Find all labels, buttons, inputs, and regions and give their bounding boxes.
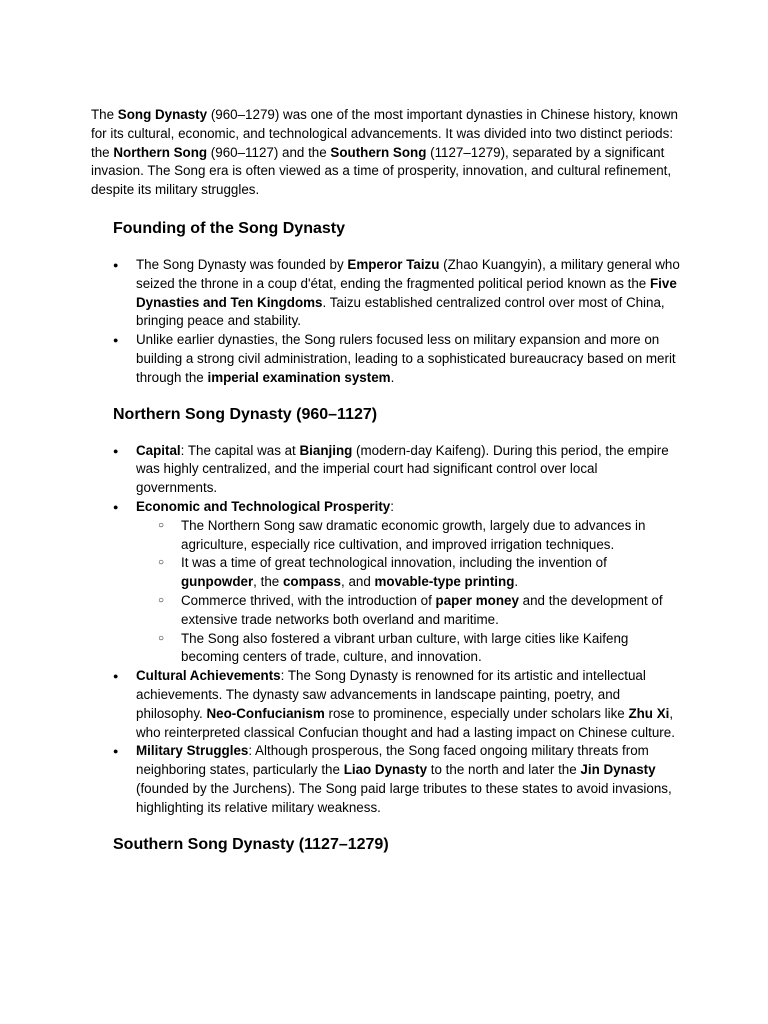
text: , and xyxy=(341,574,375,590)
sublist-item xyxy=(181,517,680,555)
founding-list xyxy=(91,256,680,388)
text: The xyxy=(91,107,118,122)
bold-term: Southern Song xyxy=(330,144,427,160)
text: (1127–1279), separated by a significant invasion. The Song era is often viewed as a time of prosperity, innovation, and cultural refinement, despite its military struggles. xyxy=(91,144,672,198)
text: rose to prominence, especially under scholars like xyxy=(324,705,629,721)
text: (Zhao Kuangyin), a military general who seized the throne in a coup d'état, ending the fragmented political period known as the xyxy=(136,256,680,291)
bold-term: Emperor Taizu xyxy=(347,256,440,272)
bold-term: Cultural Achievements xyxy=(136,668,281,684)
bold-term: gunpowder xyxy=(181,574,254,590)
bold-term: Northern Song xyxy=(113,144,208,160)
text: (960–1127) and the xyxy=(207,144,331,160)
text: The Song also fostered a vibrant urban culture, with large cities like Kaifeng becoming centers of trade, culture, and innovation. xyxy=(181,630,629,665)
bold-term: Neo-Confucianism xyxy=(206,705,325,721)
text: , who reinterpreted classical Confucian thought and had a lasting impact on Chinese culture. xyxy=(136,705,675,740)
list-item xyxy=(136,667,680,742)
bold-term: compass xyxy=(282,574,341,590)
text: (modern-day Kaifeng). During this period, the empire was highly centralized, and the imperial court had significant control over local governments. xyxy=(136,442,669,496)
economic-sublist xyxy=(136,517,680,667)
bold-term: Jin Dynasty xyxy=(580,762,656,778)
text: to the north and later the xyxy=(427,762,581,778)
text: . xyxy=(514,574,519,590)
text: (founded by the Jurchens). The Song paid large tributes to these states to avoid invasions, highlighting its relative military weakness. xyxy=(136,780,672,815)
bold-term: movable-type printing xyxy=(374,574,515,590)
list-item xyxy=(136,256,680,331)
bold-term: Bianjing xyxy=(299,442,353,458)
bold-term: Liao Dynasty xyxy=(343,762,428,778)
sublist-item xyxy=(181,592,680,630)
text: . Taizu established centralized control over most of China, bringing peace and stability. xyxy=(136,294,665,329)
list-item xyxy=(136,498,680,667)
section-heading-northern: Northern Song Dynasty (960–1127) xyxy=(113,405,378,423)
bold-term: Military Struggles xyxy=(136,743,249,759)
bold-term: Song Dynasty xyxy=(117,107,208,122)
text: , the xyxy=(253,574,283,590)
text: Unlike earlier dynasties, the Song rulers focused less on military expansion and more on building a strong civil administration, leading to a sophisticated bureaucracy based on merit through the xyxy=(136,332,676,385)
sublist-item xyxy=(181,554,680,592)
intro-paragraph xyxy=(91,106,680,200)
bold-term: Capital xyxy=(136,442,181,458)
bold-term: Five Dynasties and Ten Kingdoms xyxy=(136,275,677,310)
text: It was a time of great technological innovation, including the invention of xyxy=(181,555,607,571)
list-item xyxy=(136,442,680,498)
northern-list xyxy=(91,442,680,818)
text: Commerce thrived, with the introduction of xyxy=(181,592,436,608)
section-heading-founding: Founding of the Song Dynasty xyxy=(113,219,345,237)
list-item xyxy=(136,331,680,387)
text: : The capital was at xyxy=(180,442,300,458)
bold-term: imperial examination system xyxy=(207,369,391,385)
bold-term: Zhu Xi xyxy=(628,705,670,721)
bold-term: paper money xyxy=(435,592,519,608)
sublist-item xyxy=(181,630,680,668)
bold-term: Economic and Technological Prosperity xyxy=(136,498,391,514)
text: : Although prosperous, the Song faced ongoing military threats from neighboring states, particularly the xyxy=(136,743,649,778)
text: (960–1279) was one of the most important dynasties in Chinese history, known for its cultural, economic, and technological advancements. It was divided into two distinct periods: the xyxy=(91,107,679,160)
text: and the development of extensive trade networks both overland and maritime. xyxy=(181,592,663,627)
list-item xyxy=(136,742,680,817)
text: The Song Dynasty was founded by xyxy=(136,256,348,272)
text: : xyxy=(390,498,394,514)
text: The Northern Song saw dramatic economic growth, largely due to advances in agriculture, especially rice cultivation, and improved irrigation techniques. xyxy=(181,517,646,552)
section-heading-southern: Southern Song Dynasty (1127–1279) xyxy=(113,835,389,853)
text: : The Song Dynasty is renowned for its artistic and intellectual achievements. The dynasty saw advancements in landscape painting, poetry, and philosophy. xyxy=(136,668,646,721)
text: . xyxy=(390,369,395,385)
